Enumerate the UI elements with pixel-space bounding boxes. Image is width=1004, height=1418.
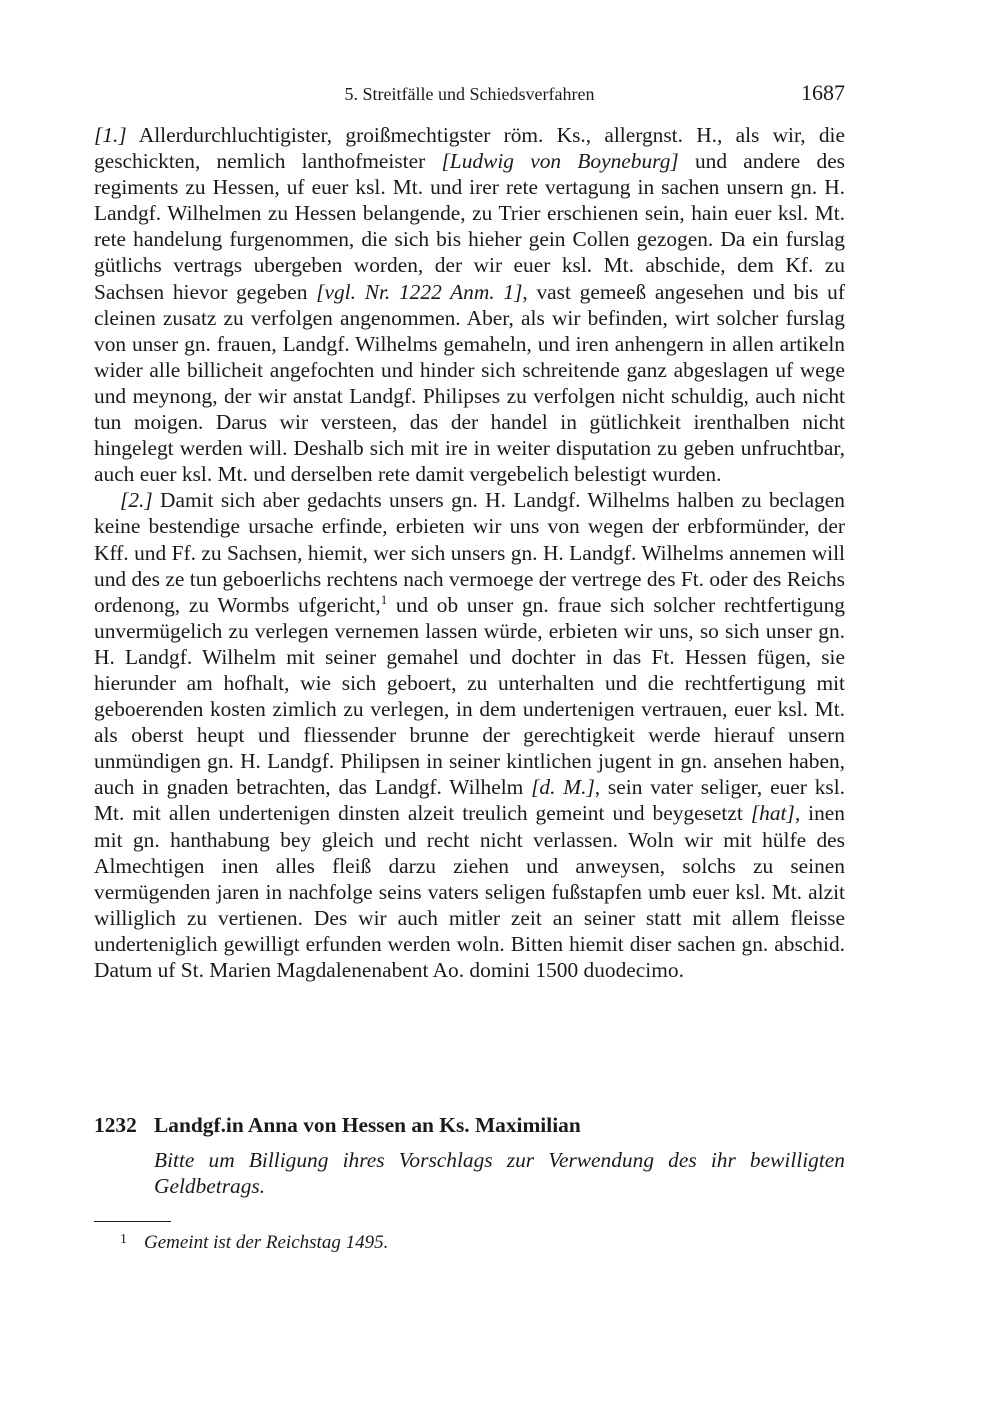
text-run: , vast gemeeß angesehen und bis uf cleinen zusatz zu verfolgen angenommen. Aber, als wir befinden, wirt solcher furslag von unser gn. frauen, Landgf. Wilhelms gemaheln, und iren anhengern in allen artikeln wider alle billicheit angefochten und hinder sich schreitende ganz abgeslagen uf wege und meynong, der wir anstat Landgf. Philipses zu verfolgen nicht schuldig, auch nicht tun moigen. Darus wir versteen, das der handel in gütlichkeit irenthalben nicht hingelegt werden will. Deshalb sich mit ire in weiter disputation zu geben unfruchtbar, auch euer ksl. Mt. und derselben rete damit vergebelich belestigt wurden. [94, 279, 845, 487]
paragraph-1 [94, 122, 845, 487]
paragraph-2 [94, 487, 845, 983]
editorial-insertion: [d. M.] [531, 775, 595, 800]
entry-summary: Bitte um Billigung ihres Vorschlags zur Verwendung des ihr bewilligten Geldbetrags. [154, 1148, 845, 1198]
editorial-insertion: [vgl. Nr. 1222 Anm. 1] [316, 279, 523, 304]
entry-title: Landgf.in Anna von Hessen an Ks. Maximilian [154, 1113, 581, 1137]
text-run: , inen mit gn. hanthabung bey gleich und recht nicht verlassen. Woln wir mit hülfe des Almechtigen inen alles fleiß darzu ziehen und anweysen, solchs zu seinen vermügenden jaren in nachfolge seins vaters seligen fußstapfen umb euer ksl. Mt. alzit williglich zu vertienen. Des wir auch mitler zeit an seiner statt mit allem fleisse underteniglich gewilligt erfunden werden woln. Bitten hiemit diser sachen gn. abschid. Datum uf St. Marien Magdalenenabent Ao. domini 1500 duodecimo. [94, 801, 845, 982]
editorial-insertion: [hat] [750, 801, 795, 826]
footnote [120, 1228, 388, 1255]
text-run: Allerdurchluchtigister, groißmechtigster röm. Ks., allergnst. H., als wir, die geschickten, nemlich lanthofmeister [94, 123, 845, 174]
editorial-insertion: [1.] [94, 123, 127, 147]
entry-heading [94, 1112, 845, 1139]
entry-number: 1232 [94, 1113, 137, 1137]
text-run: und ob unser gn. fraue sich solcher rechtfertigung unvermügelich zu verlegen vernemen lassen würde, erbieten wir uns, so sich unser gn. H. Landgf. Wilhelm mit seiner gemahel und dochter in das Ft. Hessen fügen, sie hierunder am hofhalt, wie sich geboert, zu unterhalten und die rechtfertigung mit geboerenden kosten zimlich zu verlegen, in dem undertenigen vertrauen, euer ksl. Mt. als oberst heupt und fliessender brunne der gerechtigkeit werde hierauf unsern unmündigen gn. H. Landgf. Philipsen in seiner kintlichen jugent in gn. ansehen haben, auch in gnaden betrachten, das Landgf. Wilhelm [94, 592, 845, 800]
text-run: , sein vater seliger, euer ksl. Mt. mit allen undertenigen dinsten alzeit treulich gemeint und beygesetzt [94, 775, 846, 826]
editorial-insertion: [2.] [120, 488, 153, 513]
footnote-reference: 1 [380, 591, 388, 607]
editorial-insertion: [Ludwig von Boyneburg] [441, 149, 679, 174]
footnote-marker: 1 [120, 1232, 127, 1247]
page-number: 1687 [801, 80, 845, 105]
page-header [94, 80, 845, 108]
footnote-rule [94, 1221, 171, 1222]
text-run: Damit sich aber gedachts unsers gn. H. Landgf. Wilhelms halben zu beclagen keine bestendige ursache erfinde, erbieten wir uns von wegen der erbformünder, der Kff. und Ff. zu Sachsen, hiemit, wer sich unsers gn. H. Landgf. Wilhelms annemen will und des ze tun geboerlichs rechtens nach vermoege der vertrege des Ft. oder des Reichs ordenong, zu Wormbs ufgericht, [94, 488, 845, 617]
document-body [94, 122, 845, 983]
running-title: 5. Streitfälle und Schiedsverfahren [344, 84, 595, 104]
text-run: und andere des regiments zu Hessen, uf euer ksl. Mt. und irer rete vertagung in sachen unsern gn. H. Landgf. Wilhelmen zu Hessen belangende, zu Trier erschienen sein, hain euer ksl. Mt. rete handelung furgenommen, die sich bis hieher gein Collen gezogen. Da ein furslag gütlichs vertrags ubergeben worden, der wir euer ksl. Mt. abschide, dem Kf. zu Sachsen hievor gegeben [94, 149, 846, 304]
document-entry [94, 1112, 845, 1199]
footnote-text: Gemeint ist der Reichstag 1495. [144, 1232, 389, 1253]
